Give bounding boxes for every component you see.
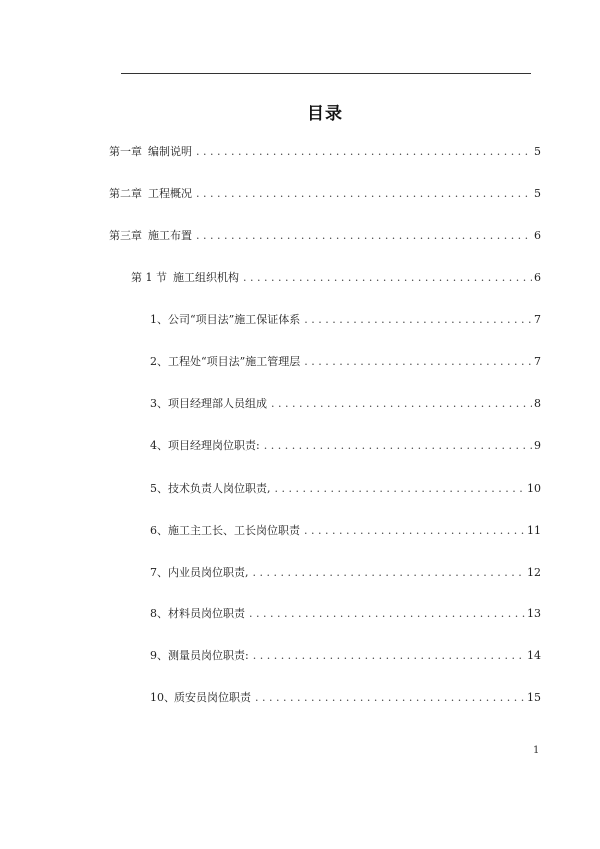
toc-entry-number: 8、 (150, 607, 168, 620)
toc-entry-page: 15 (527, 691, 541, 704)
toc-entry-number: 1、 (150, 313, 168, 326)
toc-entry-label: 施工主工长、工长岗位职责 (168, 524, 300, 537)
toc-entry-chapter-3[interactable] (109, 228, 541, 244)
toc-dot-leader (304, 523, 525, 539)
toc-entry-item-10[interactable] (150, 690, 541, 706)
toc-entry-item-2[interactable] (150, 354, 541, 370)
toc-dot-leader (249, 606, 525, 622)
toc-entry-page: 8 (534, 397, 541, 410)
toc-entry-label: 施工组织机构 (173, 271, 239, 284)
toc-entry-page: 11 (527, 524, 541, 537)
toc-entry-number: 4、 (150, 439, 168, 452)
toc-dot-leader (253, 565, 526, 581)
toc-entry-page: 9 (534, 439, 541, 452)
toc-entry-item-4[interactable] (150, 438, 541, 454)
toc-entry-label: 测量员岗位职责: (168, 649, 249, 662)
toc-entry-number: 5、 (150, 482, 168, 495)
toc-entry-label: 内业员岗位职责, (168, 566, 249, 579)
toc-title: 目录 (307, 104, 343, 124)
header-rule (121, 73, 531, 74)
toc-entry-item-1[interactable] (150, 312, 541, 328)
toc-entry-label: 项目经理岗位职责: (168, 439, 260, 452)
toc-entry-label: 工程概况 (148, 187, 192, 200)
toc-dot-leader (271, 396, 532, 412)
toc-entry-item-9[interactable] (150, 648, 541, 664)
toc-entry-section-1[interactable] (131, 270, 541, 286)
toc-entry-page: 12 (527, 566, 541, 579)
toc-entry-item-5[interactable] (150, 481, 541, 497)
toc-entry-item-6[interactable] (150, 523, 541, 539)
toc-dot-leader (253, 648, 525, 664)
footer-page-number: 1 (533, 745, 540, 756)
toc-dot-leader (275, 481, 526, 497)
toc-dot-leader (196, 228, 532, 244)
toc-entry-number: 3、 (150, 397, 168, 410)
toc-entry-page: 7 (534, 313, 541, 326)
toc-entry-page: 10 (527, 482, 541, 495)
toc-entry-page: 6 (534, 229, 541, 242)
toc-entry-item-7[interactable] (150, 565, 541, 581)
toc-dot-leader (196, 186, 532, 202)
toc-entry-number: 6、 (150, 524, 168, 537)
toc-entry-label: 技术负责人岗位职责, (168, 482, 271, 495)
toc-entry-page: 14 (527, 649, 541, 662)
toc-entry-number: 7、 (150, 566, 168, 579)
toc-dot-leader (255, 690, 525, 706)
toc-entry-number: 10、 (150, 691, 175, 704)
toc-entry-page: 7 (534, 355, 541, 368)
toc-entry-label: 工程处“项目法”施工管理层 (168, 355, 301, 368)
toc-entry-number: 第 1 节 (131, 271, 167, 284)
toc-entry-number: 9、 (150, 649, 168, 662)
toc-dot-leader (304, 354, 532, 370)
toc-entry-page: 6 (534, 271, 541, 284)
toc-dot-leader (304, 312, 532, 328)
toc-entry-chapter-1[interactable] (109, 144, 541, 160)
toc-entry-label: 公司“项目法”施工保证体系 (168, 313, 301, 326)
toc-dot-leader (243, 270, 532, 286)
toc-entry-page: 5 (534, 187, 541, 200)
toc-entry-label: 施工布置 (148, 229, 192, 242)
toc-dot-leader (264, 438, 532, 454)
toc-entry-number: 2、 (150, 355, 168, 368)
toc-entry-number: 第一章 (109, 145, 142, 158)
toc-entry-item-3[interactable] (150, 396, 541, 412)
toc-dot-leader (196, 144, 532, 160)
toc-entry-number: 第三章 (109, 229, 142, 242)
toc-entry-label: 材料员岗位职责 (168, 607, 245, 620)
toc-entry-number: 第二章 (109, 187, 142, 200)
toc-entry-label: 编制说明 (148, 145, 192, 158)
toc-entry-chapter-2[interactable] (109, 186, 541, 202)
toc-entry-label: 项目经理部人员组成 (168, 397, 267, 410)
toc-entry-item-8[interactable] (150, 606, 541, 622)
toc-entry-label: 质安员岗位职责 (174, 691, 251, 704)
toc-entry-page: 5 (534, 145, 541, 158)
toc-entry-page: 13 (527, 607, 541, 620)
